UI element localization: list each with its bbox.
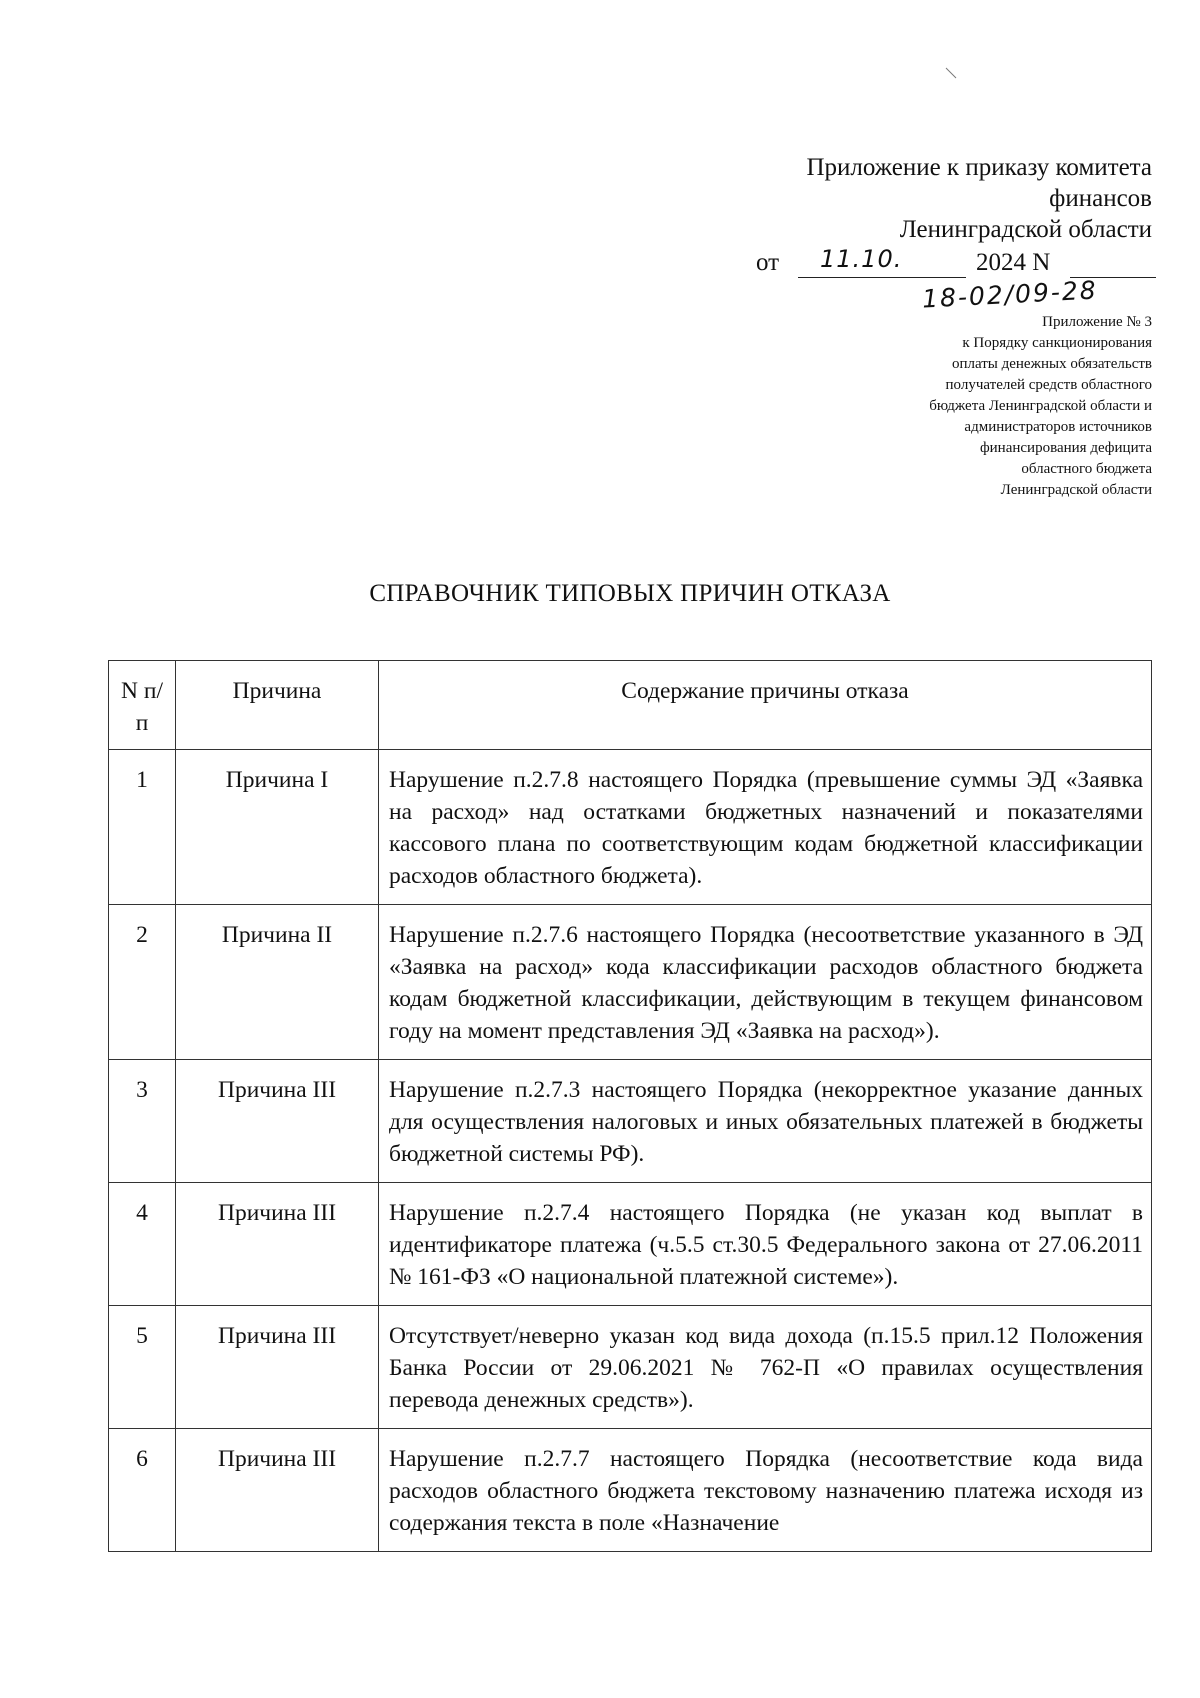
appendix-line: Приложение № 3 bbox=[1042, 314, 1152, 330]
scan-artifact bbox=[944, 66, 958, 80]
order-header-line: Приложение к приказу комитета bbox=[806, 154, 1152, 181]
row-reason: Причина I bbox=[176, 750, 379, 905]
column-header-content: Содержание причины отказа bbox=[379, 661, 1152, 750]
handwritten-order-number: 18-02/09-28 bbox=[921, 275, 1099, 314]
appendix-line: финансирования дефицита bbox=[979, 440, 1152, 456]
handwritten-date: 11.10. bbox=[820, 245, 903, 273]
row-content: Нарушение п.2.7.3 настоящего Порядка (некорректное указание данных для осуществления налоговых и иных обязательных платежей в бюджеты бюджетной системы РФ). bbox=[379, 1060, 1152, 1183]
row-reason: Причина III bbox=[176, 1060, 379, 1183]
table-row bbox=[109, 1429, 1152, 1552]
order-header-line: Ленинградской области bbox=[899, 216, 1152, 243]
date-prefix: от bbox=[756, 249, 780, 276]
row-number: 2 bbox=[109, 905, 176, 1060]
row-reason: Причина III bbox=[176, 1183, 379, 1306]
appendix-header bbox=[792, 312, 1152, 501]
refusal-reasons-table bbox=[108, 660, 1152, 1552]
table-row bbox=[109, 905, 1152, 1060]
row-number: 3 bbox=[109, 1060, 176, 1183]
appendix-line: бюджета Ленинградской области и bbox=[929, 398, 1152, 414]
table-row bbox=[109, 1183, 1152, 1306]
date-field bbox=[798, 247, 966, 278]
row-reason: Причина III bbox=[176, 1306, 379, 1429]
appendix-line: к Порядку санкционирования bbox=[962, 335, 1152, 351]
row-number: 5 bbox=[109, 1306, 176, 1429]
table-row bbox=[109, 750, 1152, 905]
appendix-line: Ленинградской области bbox=[1000, 482, 1152, 498]
row-number: 6 bbox=[109, 1429, 176, 1552]
appendix-line: получателей средств областного bbox=[945, 377, 1152, 393]
column-header-number: N п/п bbox=[109, 661, 176, 750]
table-row bbox=[109, 1060, 1152, 1183]
row-number: 4 bbox=[109, 1183, 176, 1306]
row-reason: Причина III bbox=[176, 1429, 379, 1552]
row-reason: Причина II bbox=[176, 905, 379, 1060]
appendix-line: областного бюджета bbox=[1021, 461, 1152, 477]
row-content: Нарушение п.2.7.8 настоящего Порядка (превышение суммы ЭД «Заявка на расход» над остатками бюджетных назначений и показателями кассового плана по соответствующим кодам бюджетной классификации расходов областного бюджета). bbox=[379, 750, 1152, 905]
document-title: СПРАВОЧНИК ТИПОВЫХ ПРИЧИН ОТКАЗА bbox=[369, 580, 891, 607]
table-row bbox=[109, 1306, 1152, 1429]
column-header-reason: Причина bbox=[176, 661, 379, 750]
appendix-line: администраторов источников bbox=[964, 419, 1152, 435]
row-content: Нарушение п.2.7.4 настоящего Порядка (не указан код выплат в идентификаторе платежа (ч.5.5 ст.30.5 Федерального закона от 27.06.2011 № 161-ФЗ «О национальной платежной системе»). bbox=[379, 1183, 1152, 1306]
order-header-line: финансов bbox=[1049, 185, 1152, 212]
row-content: Отсутствует/неверно указан код вида дохода (п.15.5 прил.12 Положения Банка России от 29.06.2021 № 762-П «О правилах осуществления перевода денежных средств»). bbox=[379, 1306, 1152, 1429]
year-label: 2024 N bbox=[976, 249, 1051, 276]
row-number: 1 bbox=[109, 750, 176, 905]
order-number-blank bbox=[1070, 247, 1156, 278]
row-content: Нарушение п.2.7.7 настоящего Порядка (несоответствие кода вида расходов областного бюджета текстовому назначению платежа исходя из содержания текста в поле «Назначение bbox=[379, 1429, 1152, 1552]
appendix-line: оплаты денежных обязательств bbox=[951, 356, 1152, 372]
row-content: Нарушение п.2.7.6 настоящего Порядка (несоответствие указанного в ЭД «Заявка на расход» кода классификации расходов областного бюджета кодам бюджетной классификации, действующим в текущем финансовом году на момент представления ЭД «Заявка на расход»). bbox=[379, 905, 1152, 1060]
order-appendix-header bbox=[692, 152, 1152, 245]
table-header-row bbox=[109, 661, 1152, 750]
